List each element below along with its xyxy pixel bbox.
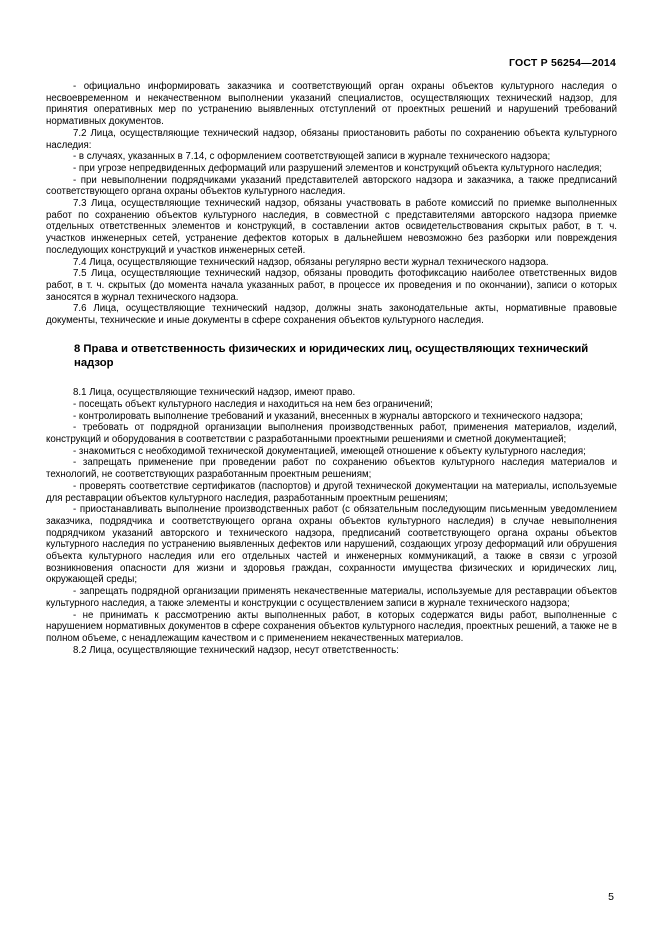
paragraph: - при угрозе непредвиденных деформаций или разрушений элементов и конструкций объекта культурного наследия; (73, 162, 602, 174)
paragraph: 7.4 Лица, осуществляющие технический надзор, обязаны регулярно вести журнал технического надзора. (73, 256, 549, 268)
paragraph: - знакомиться с необходимой технической документацией, имеющей отношение к объекту культурного наследия; (73, 445, 586, 457)
paragraph: - в случаях, указанных в 7.14, с оформлением соответствующей записи в журнале технического надзора; (73, 151, 551, 163)
paragraph: - запрещать подрядной организации применять некачественные материалы, используемые для реставрации объектов культурного наследия, а также элементы и конструкции с осуществлением записи в журнале технического надзора; (46, 586, 617, 609)
paragraph: - требовать от подрядной организации выполнения производственных работ, применения материалов, изделий, конструкций и оборудования в соответствии с разработанными проектными решениями и сметной документацией; (46, 422, 617, 445)
page-number: 5 (608, 891, 614, 903)
section-8-heading: 8 Права и ответственность физических и юридических лиц, осуществляющих технический надзор (74, 342, 589, 369)
doc-number: ГОСТ Р 56254—2014 (508, 57, 616, 69)
paragraph: - при невыполнении подрядчиками указаний представителей авторского надзора и заказчика, а также предписаний соответствующего органа охраны объектов культурного наследия. (46, 174, 617, 198)
paragraph: 7.6 Лица, осуществляющие технический надзор, должны знать законодательные акты, нормативные правовые документы, технические и иные документы в сфере сохранения объектов культурного наследия. (46, 303, 617, 327)
document-body (46, 81, 617, 656)
paragraph: - проверять соответствие сертификатов (паспортов) и другой технической документации на материалы, используемые для реставрации объектов культурного наследия, разработанным проектным решениям; (46, 480, 617, 504)
paragraph: - официально информировать заказчика и соответствующий орган охраны объектов культурного наследия о несвоевременном и некачественном выполнении указаний специалистов, осуществляющих технический надзор, для принятия оперативных мер по устранению выявленных отступлений от проектных решений и нарушений требований нормативных документов. (46, 81, 617, 128)
paragraph: - приостанавливать выполнение производственных работ (с обязательным последующим письменным уведомлением заказчика, подрядчика и соответствующего органа охраны объектов культурного наследия) в случае невыполнения подрядчиком указаний авторского и технического надзора, предписаний соответствующего органа охраны объектов культурного наследия по устранению выявленных дефектов или нарушений, создающих угрозу деформаций или обрушения объекта культурного наследия или его отдельных частей и инженерных коммуникаций, а также в связи с угрозой возникновения опасности для жизни и здоровья граждан, сохранности имущества физических и юридических лиц, окружающей среды; (46, 504, 617, 586)
paragraph: - контролировать выполнение требований и указаний, внесенных в журналы авторского и технического надзора; (73, 410, 583, 422)
paragraph: 8.2 Лица, осуществляющие технический надзор, несут ответственность: (73, 644, 399, 656)
paragraph: - запрещать применение при проведении работ по сохранению объектов культурного наследия материалов и технологий, не соответствующих разработанным проектным решениям; (46, 457, 617, 481)
paragraph: 7.2 Лица, осуществляющие технический надзор, обязаны приостановить работы по сохранению объекта культурного наследия: (46, 127, 617, 151)
paragraph: 7.3 Лица, осуществляющие технический надзор, обязаны участвовать в работе комиссий по приемке выполненных работ по сохранению объектов культурного наследия, в совместной с представителями авторского надзора приемке отдельных ответственных элементов и конструкций, в составлении актов освидетельствования скрытых работ, в т. ч. участков инженерных сетей, устранение дефектов которых в дальнейшем невозможно без разборки или повреждения последующих конструкций и участков инженерных сетей. (46, 198, 617, 256)
paragraph: 7.5 Лица, осуществляющие технический надзор, обязаны проводить фотофиксацию наиболее ответственных видов работ, в т. ч. скрытых (до момента начала указанных работ, в процессе их проведения и по окончании), записи о которых заносятся в журнал технического надзора. (46, 268, 617, 303)
paragraph: 8.1 Лица, осуществляющие технический надзор, имеют право. (73, 387, 356, 399)
paragraph: - не принимать к рассмотрению акты выполненных работ, в которых содержатся виды работ, выполненные с нарушением нормативных документов в сфере сохранения объектов культурного наследия, проектных решений, а также не в полном объеме, с ненадлежащим качеством и с применением некачественных материалов. (46, 609, 617, 644)
paragraph: - посещать объект культурного наследия и находиться на нем без ограничений; (73, 398, 433, 410)
